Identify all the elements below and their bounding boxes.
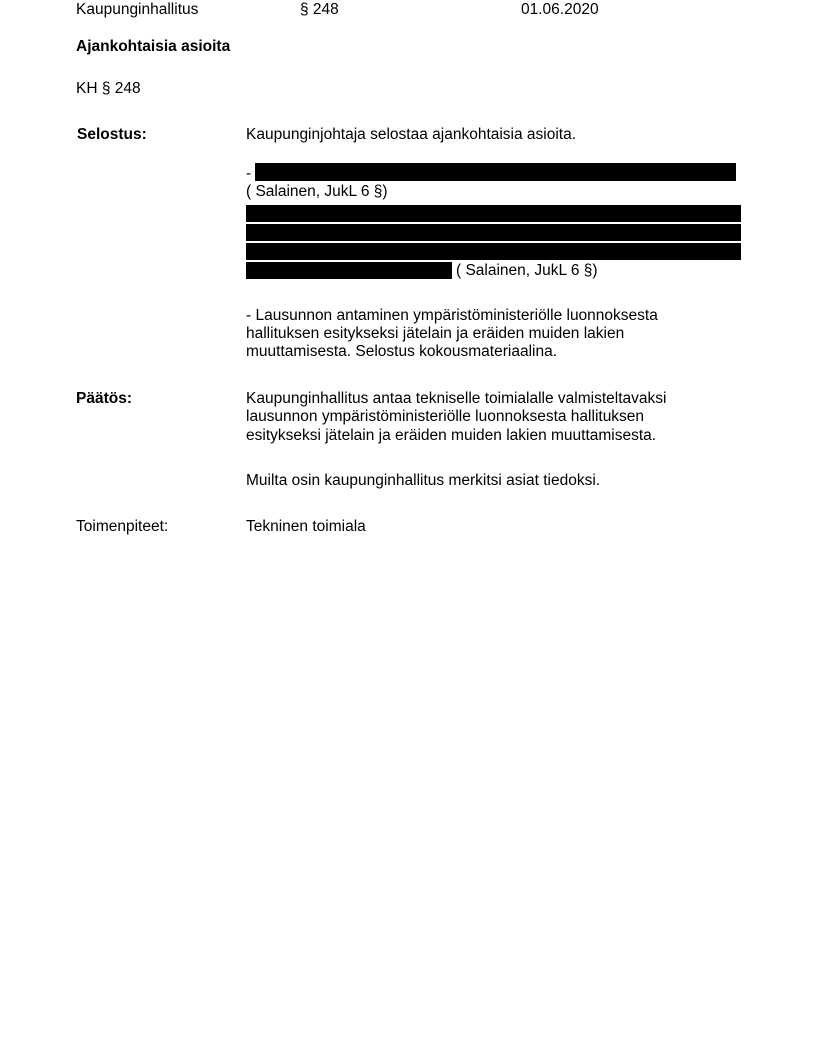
redaction-block	[246, 243, 741, 260]
selostus-item-line: hallituksen esitykseksi jätelain ja eräiden muiden lakien	[246, 325, 625, 342]
header-body-name: Kaupunginhallitus	[76, 1, 199, 18]
selostus-label: Selostus:	[77, 126, 147, 143]
header-date: 01.06.2020	[521, 1, 599, 18]
paatos-label: Päätös:	[76, 390, 132, 407]
secret-note-1: ( Salainen, JukL 6 §)	[246, 183, 388, 200]
toimenpiteet-label: Toimenpiteet:	[76, 518, 169, 535]
secret-note-2: ( Salainen, JukL 6 §)	[456, 262, 598, 279]
redaction-block	[246, 224, 741, 241]
redaction-block	[246, 262, 452, 279]
paatos-note: Muilta osin kaupunginhallitus merkitsi asiat tiedoksi.	[246, 472, 601, 489]
toimenpiteet-value: Tekninen toimiala	[246, 518, 366, 535]
selostus-item-line: - Lausunnon antaminen ympäristöministeriölle luonnoksesta	[246, 307, 658, 324]
paatos-line: Kaupunginhallitus antaa tekniselle toimialalle valmisteltavaksi	[246, 390, 667, 407]
redaction-block	[255, 163, 736, 181]
header-section-number: § 248	[300, 1, 339, 18]
redacted-item-dash: -	[246, 165, 252, 182]
selostus-intro: Kaupunginjohtaja selostaa ajankohtaisia asioita.	[246, 126, 577, 143]
selostus-item-line: muuttamisesta. Selostus kokousmateriaalina.	[246, 343, 558, 360]
document-title: Ajankohtaisia asioita	[76, 38, 231, 55]
paatos-line: lausunnon ympäristöministeriölle luonnoksesta hallituksen	[246, 408, 645, 425]
redaction-block	[246, 205, 741, 222]
reference-number: KH § 248	[76, 80, 141, 97]
paatos-line: esitykseksi jätelain ja eräiden muiden lakien muuttamisesta.	[246, 427, 657, 444]
